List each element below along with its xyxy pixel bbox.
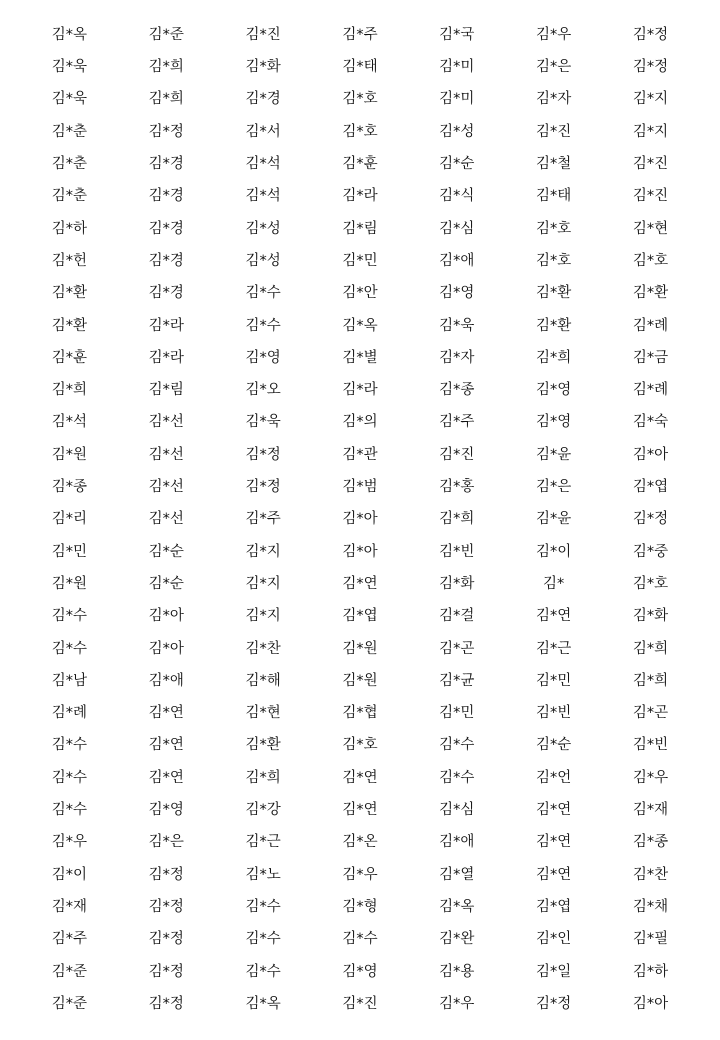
- name-cell: 김*환: [536, 317, 572, 334]
- name-cell: 김*우: [632, 769, 669, 786]
- name-cell: 김*아: [632, 995, 669, 1012]
- name-cell: 김*애: [148, 672, 184, 689]
- name-cell: 김*: [543, 575, 565, 592]
- name-cell: 김*이: [536, 543, 572, 560]
- name-cell: 김*순: [439, 156, 475, 173]
- name-cell: 김*찬: [632, 866, 669, 883]
- name-cell: 김*순: [148, 543, 184, 560]
- name-cell: 김*심: [439, 220, 475, 237]
- name-cell: 김*석: [51, 414, 88, 431]
- name-cell: 김*옥: [245, 995, 281, 1012]
- name-cell: 김*헌: [51, 252, 88, 269]
- name-row: [21, 794, 699, 826]
- name-cell: 김*준: [51, 963, 88, 980]
- name-cell: 김*경: [148, 252, 184, 269]
- name-cell: 김*순: [536, 737, 572, 754]
- name-cell: 김*준: [51, 995, 88, 1012]
- name-cell: 김*연: [536, 866, 572, 883]
- name-cell: 김*은: [148, 834, 184, 851]
- name-cell: 김*범: [342, 479, 378, 496]
- name-cell: 김*훈: [342, 156, 378, 173]
- name-cell: 김*수: [51, 608, 88, 625]
- name-row: [21, 471, 699, 503]
- name-cell: 김*환: [632, 285, 669, 302]
- name-cell: 김*주: [245, 511, 281, 528]
- name-cell: 김*주: [342, 26, 378, 43]
- name-cell: 김*수: [245, 963, 281, 980]
- name-cell: 김*하: [632, 963, 669, 980]
- name-cell: 김*노: [245, 866, 281, 883]
- name-cell: 김*례: [632, 317, 669, 334]
- name-row: [21, 923, 699, 955]
- name-row: [21, 633, 699, 665]
- name-cell: 김*정: [632, 26, 669, 43]
- name-cell: 김*곤: [632, 705, 669, 722]
- name-cell: 김*준: [148, 26, 184, 43]
- name-row: [21, 342, 699, 374]
- name-cell: 김*종: [632, 834, 669, 851]
- name-cell: 김*온: [342, 834, 378, 851]
- name-cell: 김*정: [148, 963, 184, 980]
- name-cell: 김*환: [536, 285, 572, 302]
- name-cell: 김*주: [439, 414, 475, 431]
- name-cell: 김*채: [632, 898, 669, 915]
- name-cell: 김*례: [632, 382, 669, 399]
- name-cell: 김*수: [245, 285, 281, 302]
- name-cell: 김*오: [245, 382, 281, 399]
- name-cell: 김*열: [439, 866, 475, 883]
- name-cell: 김*철: [536, 156, 572, 173]
- name-cell: 김*진: [632, 156, 669, 173]
- name-cell: 김*리: [51, 511, 88, 528]
- name-row: [21, 310, 699, 342]
- name-row: [21, 568, 699, 600]
- name-cell: 김*협: [342, 705, 378, 722]
- name-cell: 김*옥: [342, 317, 378, 334]
- name-row: [21, 762, 699, 794]
- name-cell: 김*석: [245, 156, 281, 173]
- name-cell: 김*정: [148, 898, 184, 915]
- name-cell: 김*아: [148, 640, 184, 657]
- name-cell: 김*희: [148, 91, 184, 108]
- name-cell: 김*환: [245, 737, 281, 754]
- name-cell: 김*수: [245, 898, 281, 915]
- name-cell: 김*민: [51, 543, 88, 560]
- name-cell: 김*종: [439, 382, 475, 399]
- name-cell: 김*용: [439, 963, 475, 980]
- name-cell: 김*영: [439, 285, 475, 302]
- name-cell: 김*지: [245, 575, 281, 592]
- name-cell: 김*환: [51, 317, 88, 334]
- name-row: [21, 374, 699, 406]
- name-cell: 김*진: [439, 446, 475, 463]
- name-cell: 김*영: [148, 802, 184, 819]
- name-cell: 김*우: [439, 995, 475, 1012]
- name-cell: 김*정: [245, 479, 281, 496]
- name-cell: 김*호: [536, 220, 572, 237]
- name-row: [21, 503, 699, 535]
- name-cell: 김*재: [51, 898, 88, 915]
- name-cell: 김*빈: [439, 543, 475, 560]
- name-cell: 김*수: [51, 802, 88, 819]
- name-cell: 김*정: [245, 446, 281, 463]
- name-row: [21, 988, 699, 1020]
- name-cell: 김*강: [245, 802, 281, 819]
- name-cell: 김*경: [148, 285, 184, 302]
- name-cell: 김*원: [51, 446, 88, 463]
- name-row: [21, 116, 699, 148]
- name-cell: 김*라: [342, 188, 378, 205]
- name-cell: 김*지: [632, 123, 669, 140]
- name-row: [21, 148, 699, 180]
- name-cell: 김*아: [342, 543, 378, 560]
- name-cell: 김*수: [439, 769, 475, 786]
- name-row: [21, 826, 699, 858]
- name-cell: 김*수: [245, 317, 281, 334]
- name-row: [21, 245, 699, 277]
- name-row: [21, 277, 699, 309]
- name-cell: 김*엽: [632, 479, 669, 496]
- name-cell: 김*례: [51, 705, 88, 722]
- name-cell: 김*경: [245, 91, 281, 108]
- name-cell: 김*호: [536, 252, 572, 269]
- name-cell: 김*성: [439, 123, 475, 140]
- name-row: [21, 956, 699, 988]
- name-cell: 김*연: [342, 769, 378, 786]
- name-cell: 김*경: [148, 188, 184, 205]
- name-cell: 김*현: [245, 705, 281, 722]
- name-cell: 김*희: [632, 640, 669, 657]
- name-cell: 김*수: [51, 640, 88, 657]
- name-cell: 김*안: [342, 285, 378, 302]
- name-cell: 김*경: [148, 220, 184, 237]
- name-cell: 김*희: [245, 769, 281, 786]
- name-cell: 김*영: [536, 382, 572, 399]
- name-row: [21, 859, 699, 891]
- name-cell: 김*수: [439, 737, 475, 754]
- name-cell: 김*성: [245, 252, 281, 269]
- name-cell: 김*아: [148, 608, 184, 625]
- name-cell: 김*일: [536, 963, 572, 980]
- name-cell: 김*라: [148, 317, 184, 334]
- name-cell: 김*욱: [439, 317, 475, 334]
- name-cell: 김*우: [342, 866, 378, 883]
- name-cell: 김*석: [245, 188, 281, 205]
- name-cell: 김*호: [632, 252, 669, 269]
- name-cell: 김*해: [245, 672, 281, 689]
- name-cell: 김*연: [148, 769, 184, 786]
- name-cell: 김*지: [245, 543, 281, 560]
- name-cell: 김*환: [51, 285, 88, 302]
- name-cell: 김*연: [342, 802, 378, 819]
- name-cell: 김*빈: [632, 737, 669, 754]
- name-cell: 김*희: [51, 382, 88, 399]
- name-cell: 김*필: [632, 931, 669, 948]
- name-row: [21, 84, 699, 116]
- name-cell: 김*연: [148, 705, 184, 722]
- name-cell: 김*완: [439, 931, 475, 948]
- name-cell: 김*아: [632, 446, 669, 463]
- name-cell: 김*진: [632, 188, 669, 205]
- name-cell: 김*원: [342, 640, 378, 657]
- name-cell: 김*진: [536, 123, 572, 140]
- name-cell: 김*은: [536, 59, 572, 76]
- name-cell: 김*재: [632, 802, 669, 819]
- name-cell: 김*희: [148, 59, 184, 76]
- name-cell: 김*자: [536, 91, 572, 108]
- name-cell: 김*찬: [245, 640, 281, 657]
- name-cell: 김*미: [439, 91, 475, 108]
- name-cell: 김*엽: [536, 898, 572, 915]
- name-cell: 김*영: [245, 349, 281, 366]
- name-cell: 김*림: [342, 220, 378, 237]
- name-cell: 김*정: [148, 931, 184, 948]
- name-cell: 김*윤: [536, 446, 572, 463]
- name-cell: 김*정: [148, 866, 184, 883]
- name-cell: 김*옥: [439, 898, 475, 915]
- name-cell: 김*선: [148, 414, 184, 431]
- name-cell: 김*금: [632, 349, 669, 366]
- name-cell: 김*라: [148, 349, 184, 366]
- name-cell: 김*희: [439, 511, 475, 528]
- name-cell: 김*순: [148, 575, 184, 592]
- name-cell: 김*지: [245, 608, 281, 625]
- name-cell: 김*국: [439, 26, 475, 43]
- name-cell: 김*윤: [536, 511, 572, 528]
- name-cell: 김*연: [536, 834, 572, 851]
- name-cell: 김*형: [342, 898, 378, 915]
- name-cell: 김*선: [148, 511, 184, 528]
- name-cell: 김*근: [245, 834, 281, 851]
- name-cell: 김*엽: [342, 608, 378, 625]
- name-cell: 김*림: [148, 382, 184, 399]
- name-cell: 김*민: [536, 672, 572, 689]
- name-cell: 김*욱: [245, 414, 281, 431]
- name-cell: 김*의: [342, 414, 378, 431]
- name-cell: 김*춘: [51, 188, 88, 205]
- name-grid: [21, 19, 699, 1020]
- name-cell: 김*수: [342, 931, 378, 948]
- name-cell: 김*숙: [632, 414, 669, 431]
- name-cell: 김*연: [148, 737, 184, 754]
- name-cell: 김*민: [439, 705, 475, 722]
- name-cell: 김*인: [536, 931, 572, 948]
- name-cell: 김*정: [148, 995, 184, 1012]
- name-cell: 김*균: [439, 672, 475, 689]
- name-cell: 김*곤: [439, 640, 475, 657]
- name-row: [21, 213, 699, 245]
- name-cell: 김*춘: [51, 123, 88, 140]
- name-row: [21, 439, 699, 471]
- name-cell: 김*미: [439, 59, 475, 76]
- name-cell: 김*진: [342, 995, 378, 1012]
- name-cell: 김*지: [632, 91, 669, 108]
- name-cell: 김*호: [342, 91, 378, 108]
- name-cell: 김*걸: [439, 608, 475, 625]
- name-cell: 김*성: [245, 220, 281, 237]
- name-cell: 김*화: [632, 608, 669, 625]
- name-row: [21, 730, 699, 762]
- name-grid-body: [21, 19, 699, 1020]
- name-cell: 김*연: [342, 575, 378, 592]
- name-cell: 김*빈: [536, 705, 572, 722]
- name-cell: 김*정: [536, 995, 572, 1012]
- name-cell: 김*호: [342, 123, 378, 140]
- name-cell: 김*정: [632, 59, 669, 76]
- name-row: [21, 665, 699, 697]
- name-cell: 김*정: [148, 123, 184, 140]
- name-cell: 김*하: [51, 220, 88, 237]
- name-cell: 김*우: [51, 834, 88, 851]
- name-cell: 김*경: [148, 156, 184, 173]
- name-cell: 김*주: [51, 931, 88, 948]
- name-cell: 김*옥: [51, 26, 88, 43]
- name-cell: 김*은: [536, 479, 572, 496]
- name-cell: 김*우: [536, 26, 572, 43]
- name-cell: 김*선: [148, 479, 184, 496]
- name-cell: 김*종: [51, 479, 88, 496]
- name-cell: 김*호: [342, 737, 378, 754]
- name-cell: 김*민: [342, 252, 378, 269]
- name-cell: 김*태: [342, 59, 378, 76]
- name-cell: 김*홍: [439, 479, 475, 496]
- name-cell: 김*원: [342, 672, 378, 689]
- name-cell: 김*아: [342, 511, 378, 528]
- name-row: [21, 19, 699, 51]
- name-cell: 김*근: [536, 640, 572, 657]
- name-row: [21, 180, 699, 212]
- name-cell: 김*현: [632, 220, 669, 237]
- name-cell: 김*수: [245, 931, 281, 948]
- name-cell: 김*태: [536, 188, 572, 205]
- name-row: [21, 891, 699, 923]
- name-cell: 김*희: [632, 672, 669, 689]
- name-cell: 김*식: [439, 188, 475, 205]
- name-cell: 김*욱: [51, 91, 88, 108]
- name-cell: 김*호: [632, 575, 669, 592]
- name-cell: 김*수: [51, 769, 88, 786]
- name-cell: 김*자: [439, 349, 475, 366]
- name-cell: 김*욱: [51, 59, 88, 76]
- name-cell: 김*남: [51, 672, 88, 689]
- name-cell: 김*춘: [51, 156, 88, 173]
- name-cell: 김*심: [439, 802, 475, 819]
- name-cell: 김*영: [536, 414, 572, 431]
- name-cell: 김*연: [536, 802, 572, 819]
- name-cell: 김*별: [342, 349, 378, 366]
- name-row: [21, 600, 699, 632]
- name-cell: 김*연: [536, 608, 572, 625]
- name-row: [21, 51, 699, 83]
- name-cell: 김*영: [342, 963, 378, 980]
- name-cell: 김*화: [245, 59, 281, 76]
- name-row: [21, 536, 699, 568]
- name-row: [21, 407, 699, 439]
- name-cell: 김*화: [439, 575, 475, 592]
- name-cell: 김*관: [342, 446, 378, 463]
- name-cell: 김*원: [51, 575, 88, 592]
- name-cell: 김*애: [439, 834, 475, 851]
- name-cell: 김*희: [536, 349, 572, 366]
- name-cell: 김*라: [342, 382, 378, 399]
- name-cell: 김*정: [632, 511, 669, 528]
- name-cell: 김*서: [245, 123, 281, 140]
- name-cell: 김*선: [148, 446, 184, 463]
- name-cell: 김*애: [439, 252, 475, 269]
- name-cell: 김*진: [245, 26, 281, 43]
- name-row: [21, 697, 699, 729]
- name-cell: 김*수: [51, 737, 88, 754]
- name-cell: 김*이: [51, 866, 88, 883]
- name-cell: 김*훈: [51, 349, 88, 366]
- name-cell: 김*중: [632, 543, 669, 560]
- name-cell: 김*언: [536, 769, 572, 786]
